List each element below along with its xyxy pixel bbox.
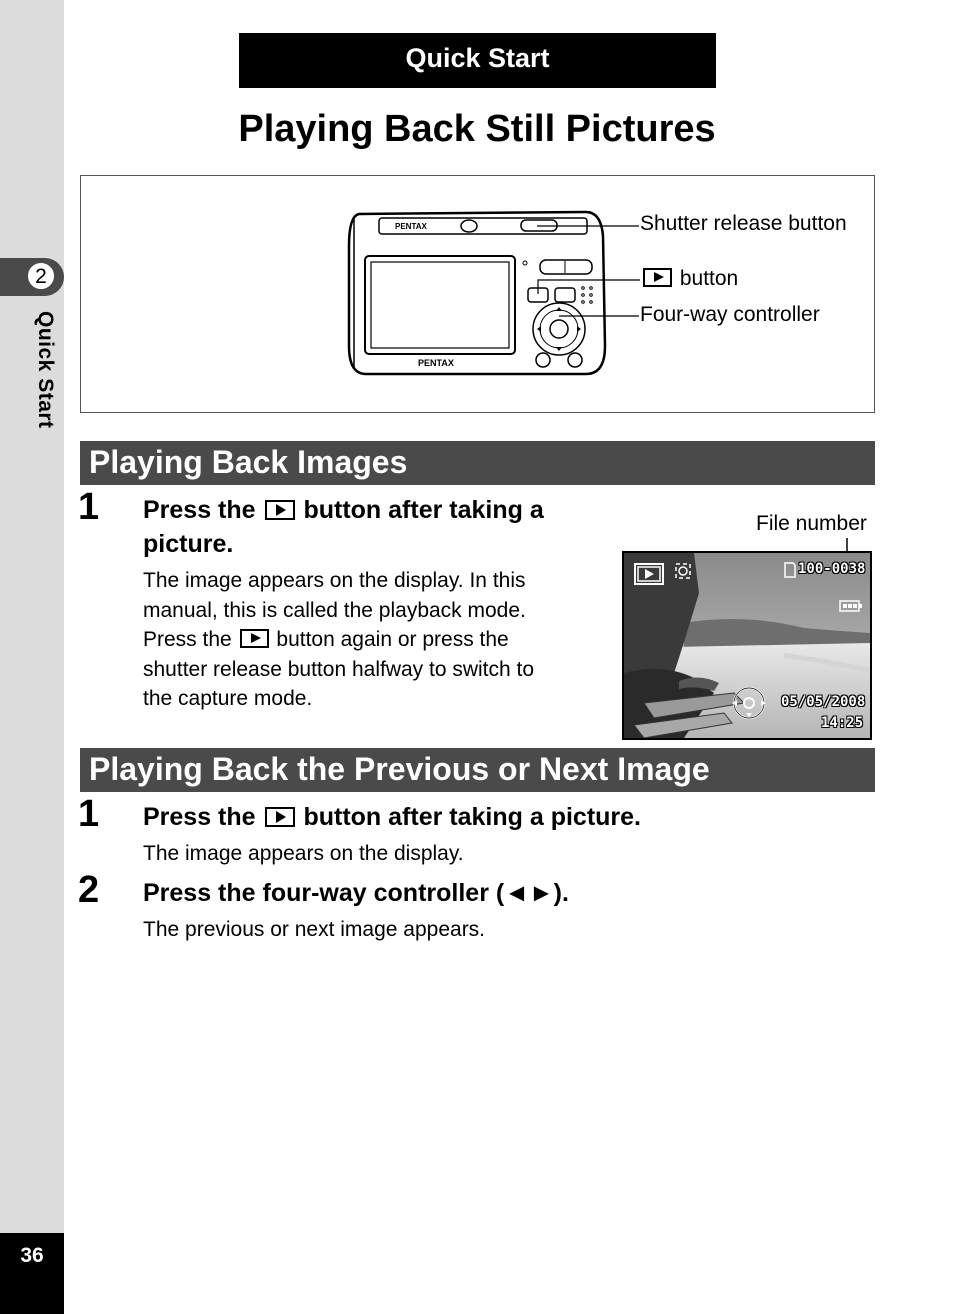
step-number: 1 <box>78 793 100 835</box>
step-body: The image appears on the display. <box>143 842 464 865</box>
step-title: Press the button after taking a picture. <box>143 496 544 558</box>
brand-front: PENTAX <box>418 358 454 368</box>
playback-icon <box>240 629 269 648</box>
face-detect-icon <box>674 562 692 580</box>
chapter-label: Quick Start <box>34 311 57 429</box>
side-strip <box>0 0 64 1314</box>
callout-controller: Four-way controller <box>640 303 820 326</box>
brand-top: PENTAX <box>395 222 427 231</box>
step-title: Press the four-way controller (◄►). <box>143 879 569 907</box>
camera-diagram <box>80 175 875 413</box>
callout-playback-label: button <box>679 267 739 290</box>
page-title: Playing Back Still Pictures <box>238 108 716 150</box>
callout-playback <box>641 267 738 291</box>
step-number: 1 <box>78 486 100 528</box>
playback-screen-photo <box>622 551 872 740</box>
section-heading-playing-back-images: Playing Back Images <box>80 441 875 485</box>
page-number: 36 <box>20 1244 44 1267</box>
memory-card-icon <box>783 562 797 578</box>
step-body: The previous or next image appears. <box>143 918 486 941</box>
chapter-number: 2 <box>26 261 56 291</box>
file-number-callout: File number <box>756 512 867 535</box>
playback-icon <box>265 807 295 827</box>
playback-icon <box>643 268 672 287</box>
playback-icon <box>265 500 295 520</box>
section-heading-previous-next: Playing Back the Previous or Next Image <box>80 748 875 792</box>
section-tab: Quick Start <box>239 33 716 88</box>
time: 14:25 <box>821 715 864 731</box>
step-number: 2 <box>78 869 100 911</box>
battery-icon <box>839 599 863 613</box>
playback-mode-icon <box>634 563 664 585</box>
step-title: Press the button after taking a picture. <box>143 803 641 831</box>
date: 05/05/2008 <box>781 694 866 710</box>
four-way-guide-icon <box>730 685 768 721</box>
file-number: 100-0038 <box>798 561 866 577</box>
callout-shutter: Shutter release button <box>640 212 847 235</box>
step-body: The image appears on the display. In this manual, this is called the playback mode. Press the button again or press the shutter release button halfway to switch to the capture mode. <box>143 569 535 710</box>
